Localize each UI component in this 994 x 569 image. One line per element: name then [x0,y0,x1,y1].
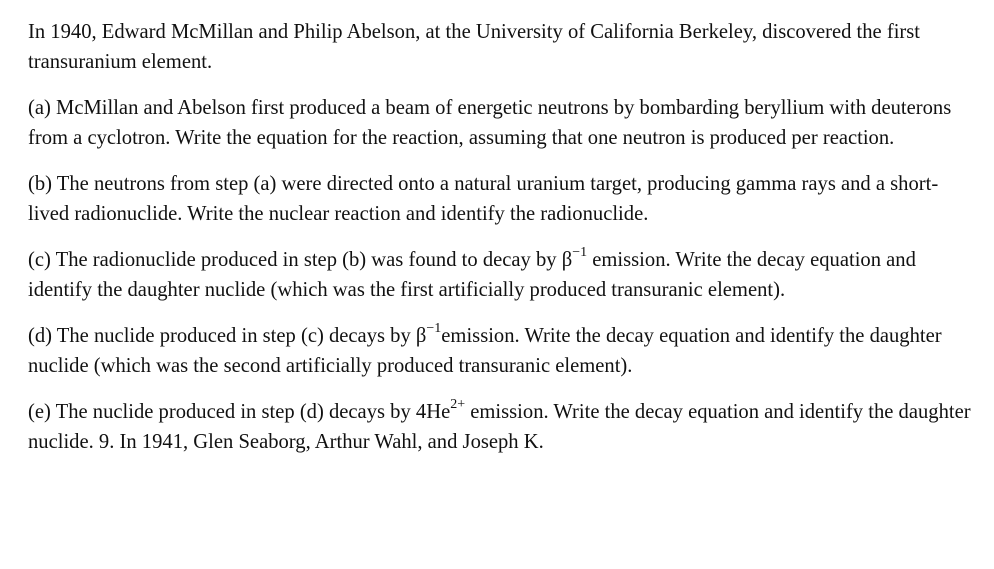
part-d-paragraph [28,322,972,381]
part-e-paragraph [28,398,972,457]
part-c-superscript: −1 [572,245,588,261]
part-d-text-before: (d) The nuclide produced in step (c) decays by β [28,325,427,347]
document-body [28,18,972,474]
part-e-superscript: 2+ [450,397,466,413]
part-b-paragraph: (b) The neutrons from step (a) were directed onto a natural uranium target, producing gamma rays and a short-lived radionuclide. Write the nuclear reaction and identify the radionuclide. [28,173,939,225]
part-a-paragraph: (a) McMillan and Abelson first produced a beam of energetic neutrons by bombarding beryllium with deuterons from a cyclotron. Write the equation for the reaction, assuming that one neutron is produced per reaction. [28,97,952,149]
intro-paragraph: In 1940, Edward McMillan and Philip Abelson, at the University of California Berkeley, discovered the first transuranium element. [28,21,921,73]
part-c-paragraph [28,246,972,305]
part-d-superscript: −1 [426,321,442,337]
part-e-text-after: emission. Write the decay equation and identify the daughter nuclide. 9. In 1941, Glen Seaborg, Arthur Wahl, and Joseph K. [28,401,971,453]
part-c-text-after: emission. Write the decay equation and identify the daughter nuclide (which was the first artificially produced transuranic element). [28,249,916,301]
part-e-text-before: (e) The nuclide produced in step (d) decays by 4He [28,401,451,423]
part-c-text-before: (c) The radionuclide produced in step (b) was found to decay by β [28,249,573,271]
part-d-text-after: emission. Write the decay equation and identify the daughter nuclide (which was the second artificially produced transuranic element). [28,325,942,377]
